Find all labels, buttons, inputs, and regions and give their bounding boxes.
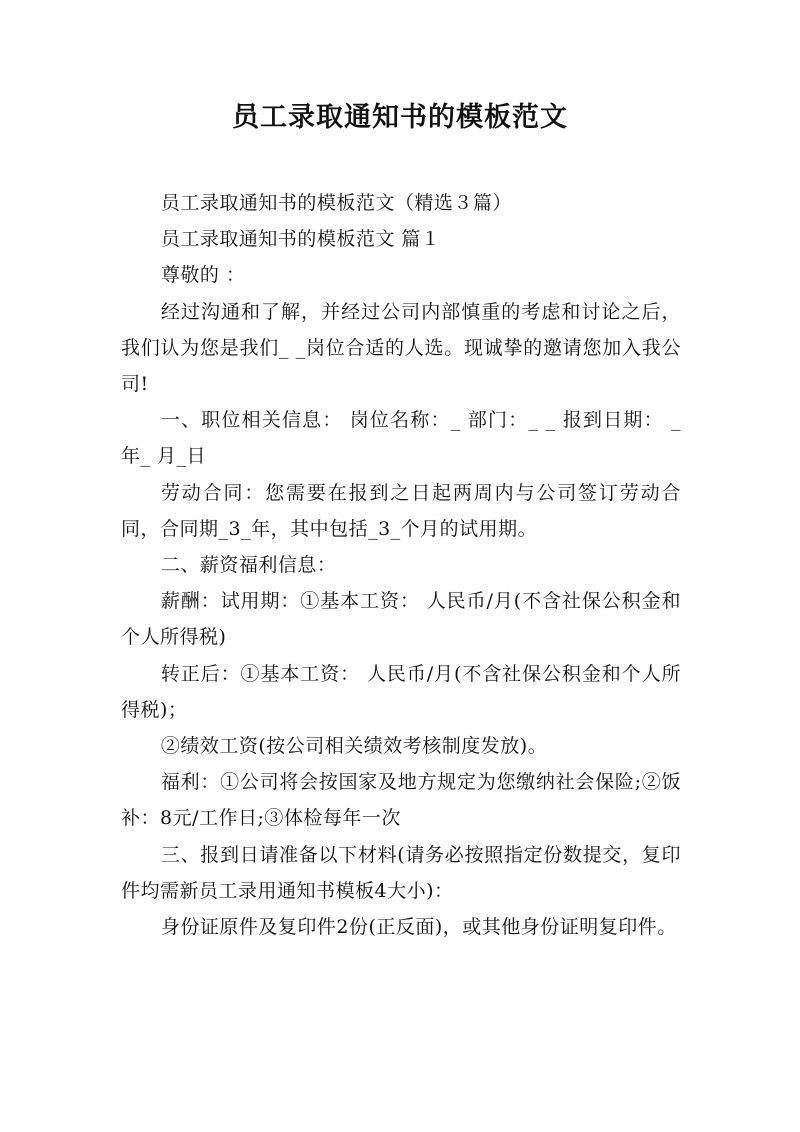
paragraph-position-info: 一、职位相关信息： 岗位名称：_ 部门：_ _ 报到日期： _年_ 月_日	[121, 409, 681, 468]
document-body	[121, 185, 681, 945]
document-title: 员工录取通知书的模板范文	[232, 102, 568, 133]
paragraph-section-heading: 员工录取通知书的模板范文 篇１	[160, 228, 441, 251]
paragraph-regular-salary: 转正后：①基本工资： 人民币/月(不含社保公积金和个人所得税)；	[121, 662, 681, 721]
paragraph-labor-contract: 劳动合同：您需要在报到之日起两周内与公司签订劳动合同，合同期_3_年，其中包括_3_个月的试用期。	[121, 481, 681, 540]
paragraph-performance-pay: ②绩效工资(按公司相关绩效考核制度发放)。	[160, 735, 548, 758]
paragraph-id-documents: 身份证原件及复印件2份(正反面)，或其他身份证明复印件。	[160, 916, 677, 939]
paragraph-salutation: 尊敬的 ：	[160, 264, 246, 287]
paragraph-invitation: 经过沟通和了解，并经过公司内部慎重的考虑和讨论之后，我们认为您是我们_ _岗位合适的人选。现诚挚的邀请您加入我公司!	[121, 300, 681, 396]
paragraph-subtitle: 员工录取通知书的模板范文（精选３篇）	[160, 192, 512, 214]
paragraph-materials-heading: 三、报到日请准备以下材料(请务必按照指定份数提交，复印件均需新员工录用通知书模板4大小)：	[121, 843, 681, 902]
paragraph-benefits: 福利：①公司将会按国家及地方规定为您缴纳社会保险;②饭补：8元/工作日;③体检每年一次	[121, 771, 681, 830]
paragraph-salary-heading: 二、薪资福利信息：	[160, 554, 337, 577]
paragraph-probation-salary: 薪酬：试用期：①基本工资： 人民币/月(不含社保公积金和个人所得税)	[121, 590, 681, 649]
